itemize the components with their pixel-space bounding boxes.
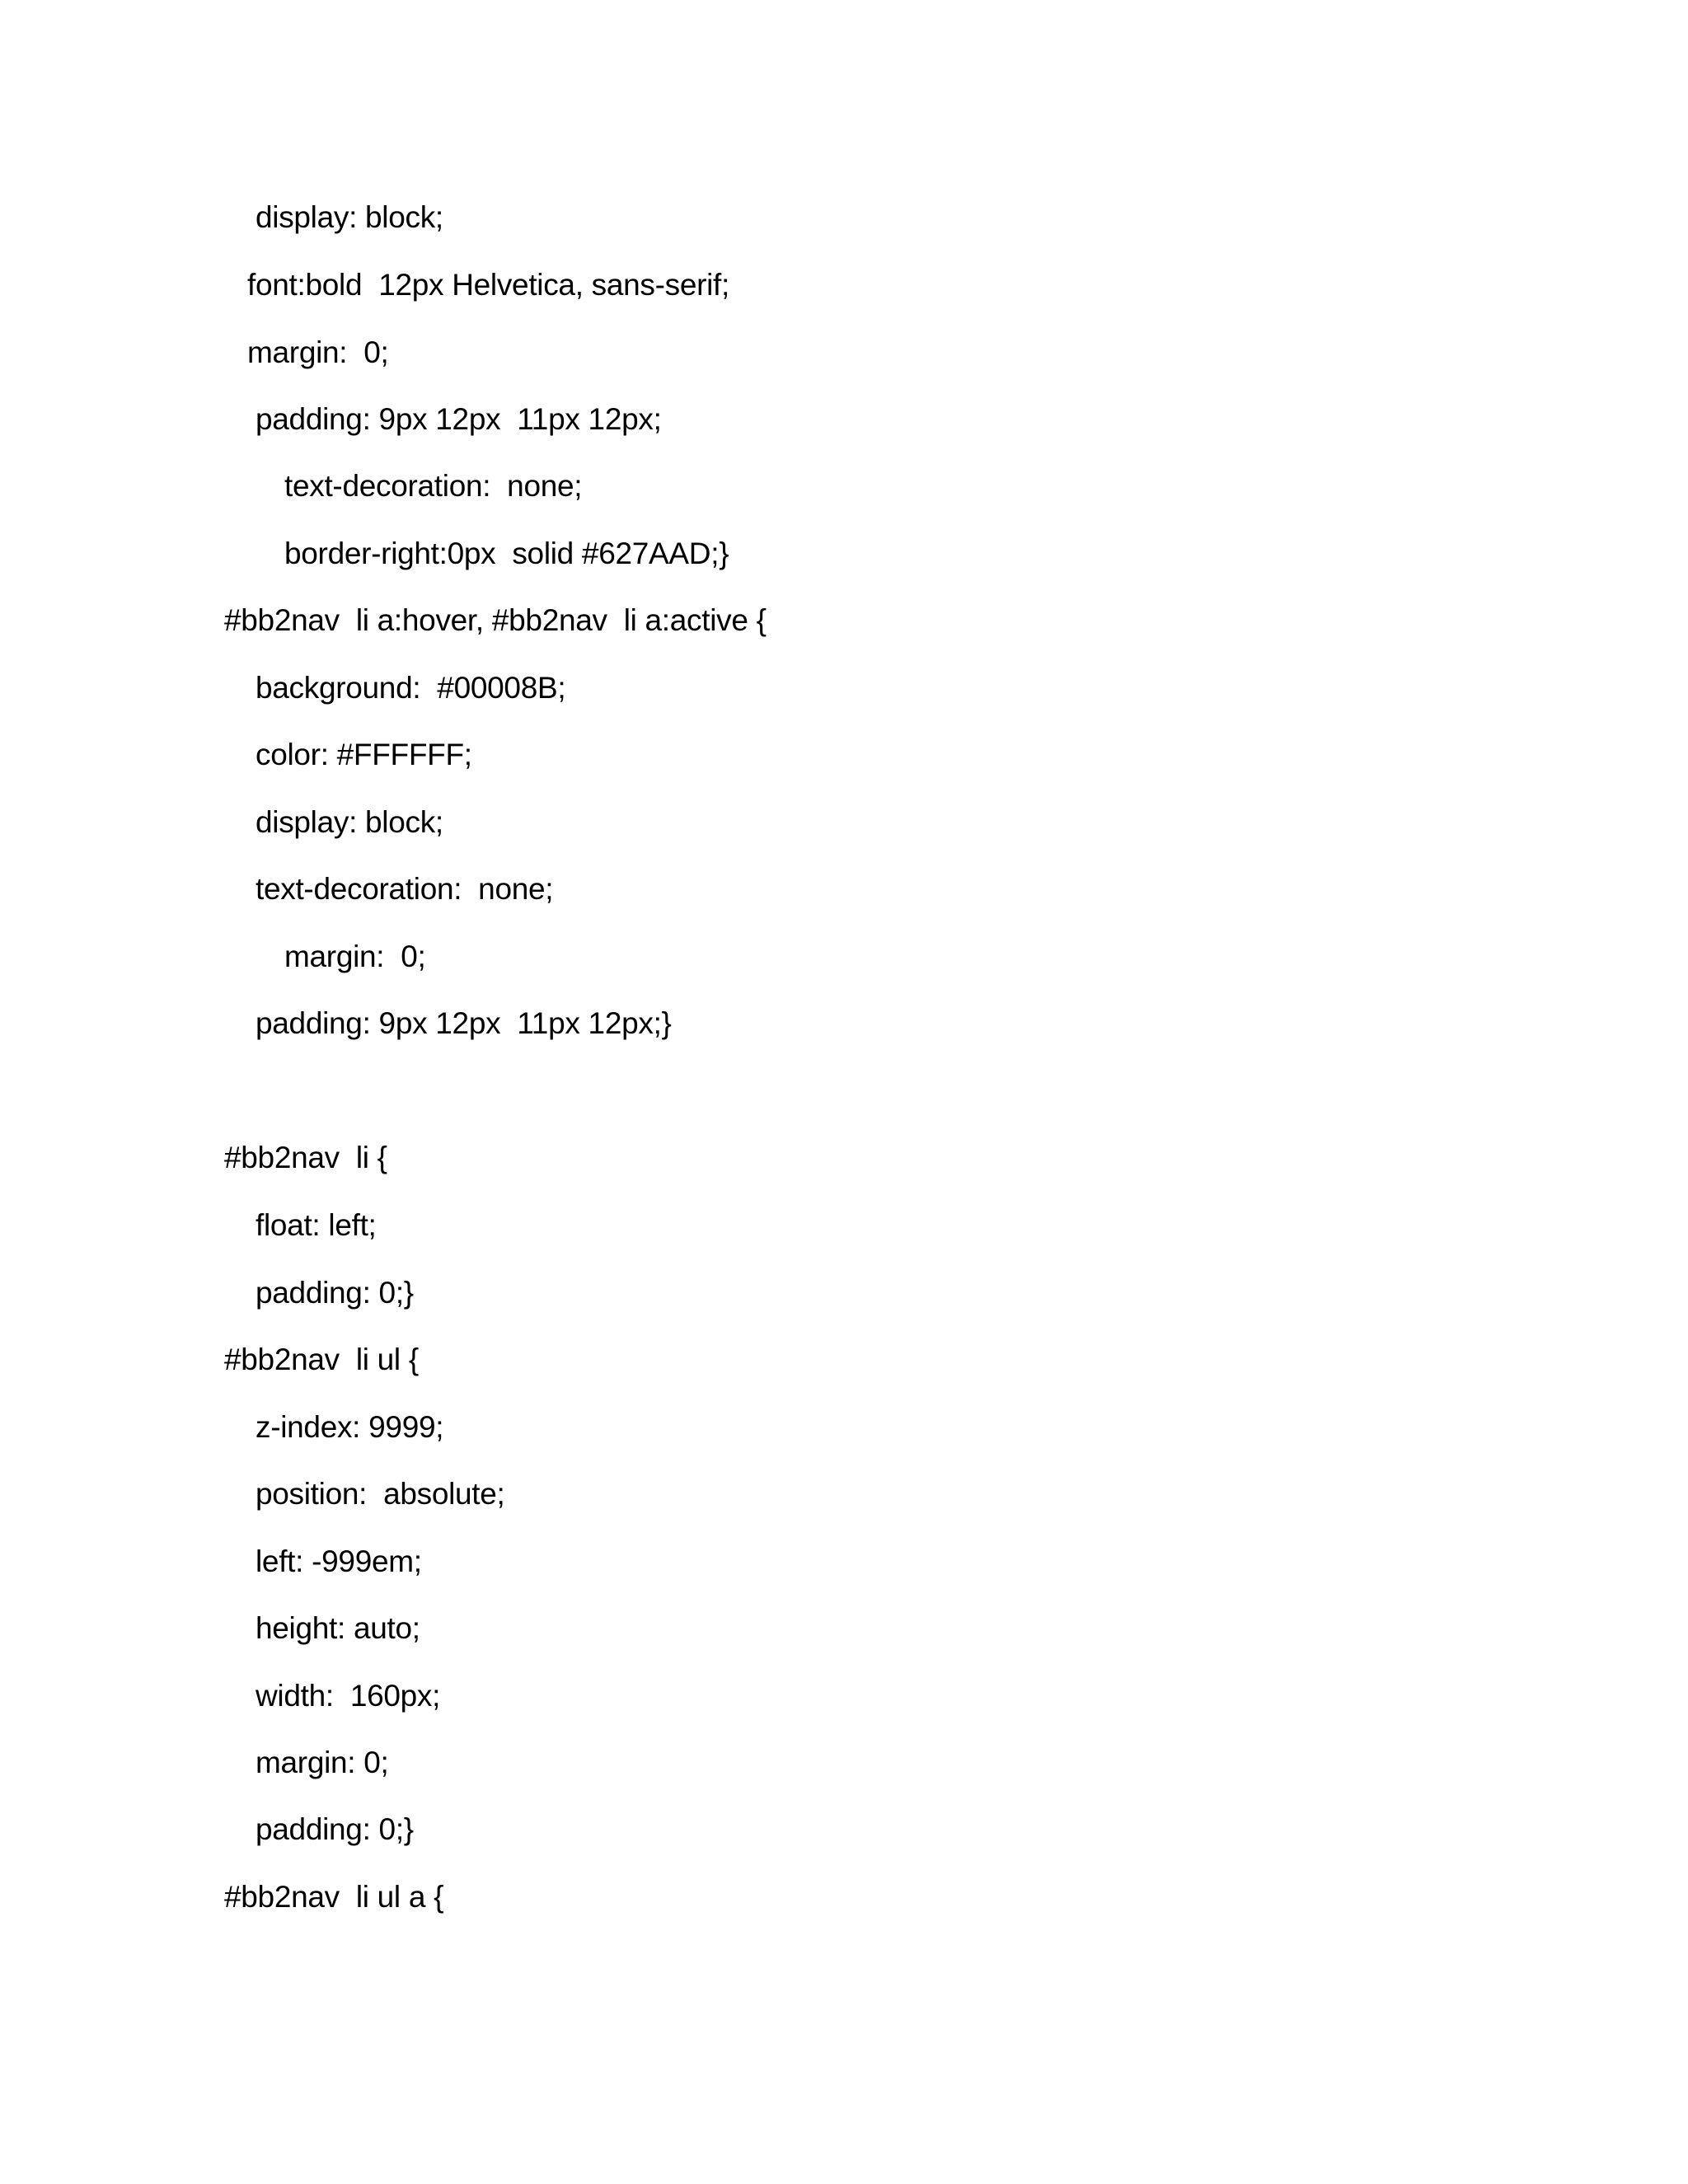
code-line: padding: 9px 12px 11px 12px;} xyxy=(256,1006,672,1040)
code-line: left: -999em; xyxy=(256,1544,422,1578)
code-line: #bb2nav li ul { xyxy=(224,1343,419,1376)
code-line: width: 160px; xyxy=(256,1679,441,1713)
code-line: padding: 9px 12px 11px 12px; xyxy=(256,402,662,436)
code-line: text-decoration: none; xyxy=(284,469,583,503)
code-line: display: block; xyxy=(256,805,443,839)
code-line: float: left; xyxy=(256,1208,377,1242)
code-line: font:bold 12px Helvetica, sans-serif; xyxy=(247,268,730,302)
code-line: #bb2nav li a:hover, #bb2nav li a:active { xyxy=(224,603,767,637)
code-line: #bb2nav li ul a { xyxy=(224,1880,444,1914)
code-line: height: auto; xyxy=(256,1611,420,1645)
code-line: background: #00008B; xyxy=(256,671,566,705)
code-line: margin: 0; xyxy=(256,1746,389,1779)
code-line: border-right:0px solid #627AAD;} xyxy=(284,537,729,570)
code-line: margin: 0; xyxy=(284,940,426,973)
code-line: color: #FFFFFF; xyxy=(256,738,472,771)
code-line: display: block; xyxy=(256,200,443,234)
code-line: text-decoration: none; xyxy=(256,872,554,906)
code-line: position: absolute; xyxy=(256,1477,505,1511)
code-line: z-index: 9999; xyxy=(256,1410,444,1444)
code-line: #bb2nav li { xyxy=(224,1141,387,1174)
code-line: margin: 0; xyxy=(247,335,389,369)
code-line: padding: 0;} xyxy=(256,1276,414,1310)
code-line: padding: 0;} xyxy=(256,1812,414,1846)
